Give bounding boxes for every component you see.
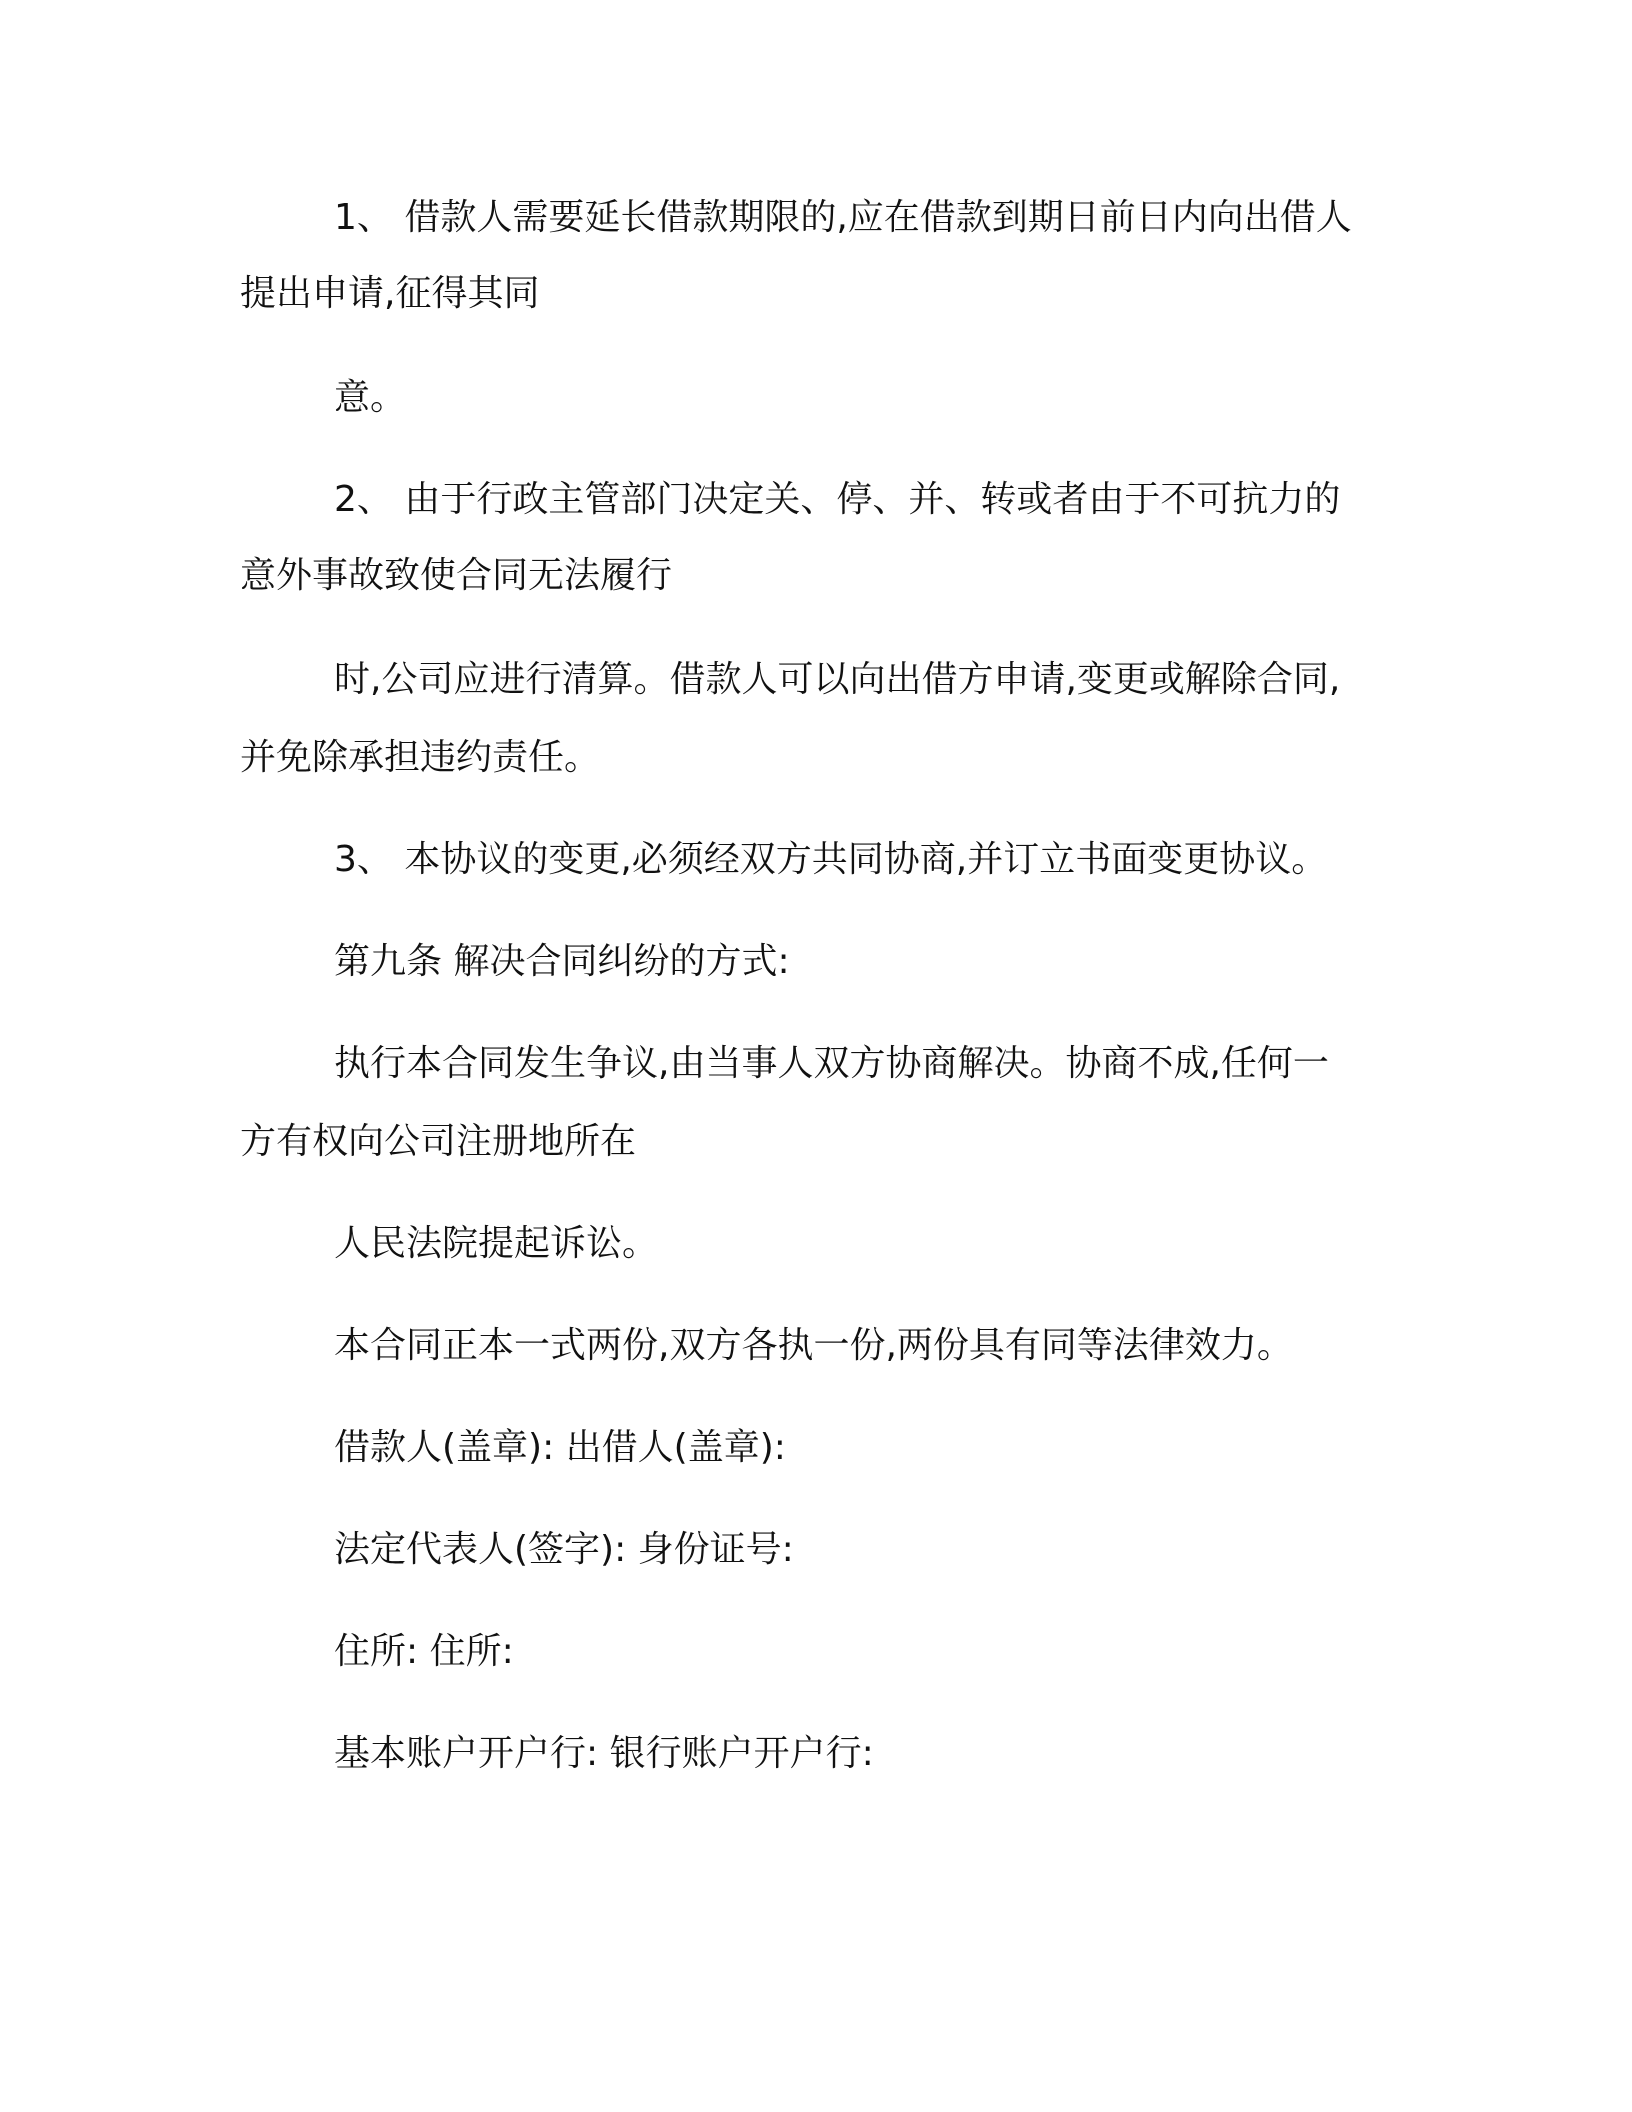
dispute-continuation: 人民法院提起诉讼。 <box>334 1223 659 1264</box>
dispute-line-2: 方有权向公司注册地所在 <box>240 1121 637 1162</box>
article-9-heading: 第九条 解决合同纠纷的方式: <box>334 941 790 982</box>
signature-seal-line: 借款人(盖章): 出借人(盖章): <box>334 1427 786 1468</box>
address-line: 住所: 住所: <box>334 1631 514 1672</box>
clause-1-continuation: 意。 <box>334 377 407 418</box>
clause-2-continuation-line-2: 并免除承担违约责任。 <box>240 737 601 778</box>
signature-representative-line: 法定代表人(签字): 身份证号: <box>334 1529 794 1570</box>
bank-account-line: 基本账户开户行: 银行账户开户行: <box>334 1733 874 1774</box>
clause-2-continuation-line-1: 时,公司应进行清算。借款人可以向出借方申请,变更或解除合同, <box>334 659 1341 700</box>
clause-1-line-2: 提出申请,征得其同 <box>240 273 540 314</box>
dispute-line-1: 执行本合同发生争议,由当事人双方协商解决。协商不成,任何一 <box>334 1043 1329 1084</box>
clause-2-line-2: 意外事故致使合同无法履行 <box>240 555 673 596</box>
clause-3: 3、 本协议的变更,必须经双方共同协商,并订立书面变更协议。 <box>334 839 1328 880</box>
copies-clause: 本合同正本一式两份,双方各执一份,两份具有同等法律效力。 <box>334 1325 1293 1366</box>
clause-1-line-1: 1、 借款人需要延长借款期限的,应在借款到期日前日内向出借人 <box>334 197 1352 238</box>
clause-2-line-1: 2、 由于行政主管部门决定关、停、并、转或者由于不可抗力的 <box>334 479 1341 520</box>
